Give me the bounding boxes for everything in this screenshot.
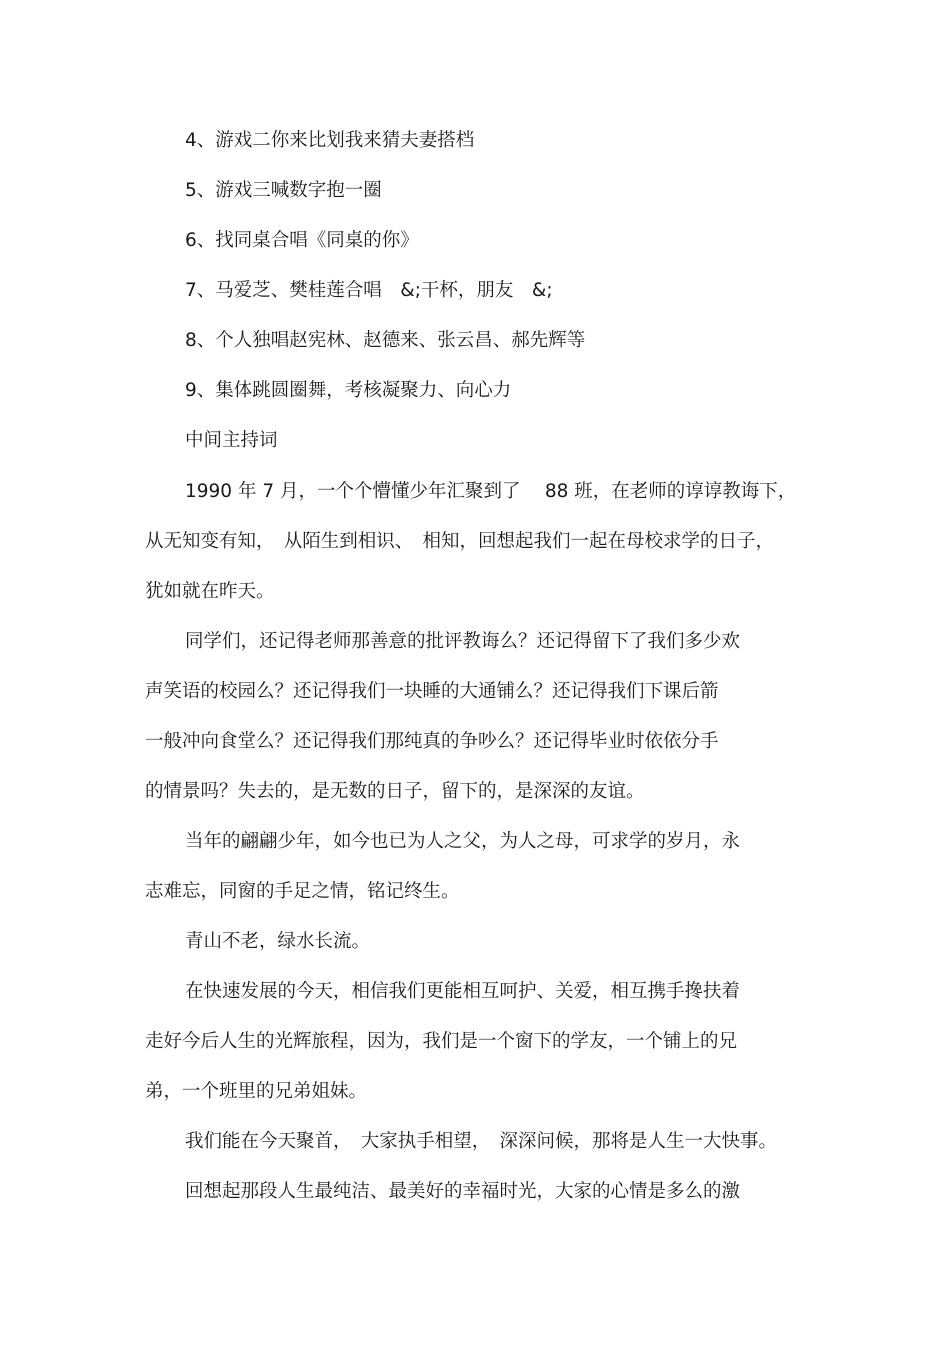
paragraph-2-line-1: 同学们，还记得老师那善意的批评教诲么？还记得留下了我们多少欢 (185, 631, 741, 652)
paragraph-5-line-2: 走好今后人生的光辉旅程，因为，我们是一个窗下的学友，一个铺上的兄 (145, 1031, 738, 1052)
list-item-5: 5、游戏三喊数字抱一圈 (185, 180, 382, 201)
paragraph-1-line-1: 1990 年 7 月，一个个懵懂少年汇聚到了 88 班，在老师的谆谆教诲下， (185, 481, 797, 502)
paragraph-4-line-1: 青山不老，绿水长流。 (185, 931, 371, 952)
paragraph-1-line-2: 从无知变有知， 从陌生到相识、 相知，回想起我们一起在母校求学的日子， (145, 531, 775, 552)
paragraph-5-line-1: 在快速发展的今天，相信我们更能相互呵护、关爱，相互携手搀扶着 (185, 981, 741, 1002)
section-title: 中间主持词 (185, 430, 278, 451)
paragraph-5-line-3: 弟，一个班里的兄弟姐妹。 (145, 1081, 368, 1102)
paragraph-2-line-3: 一般冲向食堂么？还记得我们那纯真的争吵么？还记得毕业时依依分手 (145, 731, 719, 752)
list-item-4: 4、游戏二你来比划我来猜夫妻搭档 (185, 130, 475, 151)
list-item-6: 6、找同桌合唱《同桌的你》 (185, 230, 419, 251)
paragraph-3-line-2: 志难忘，同窗的手足之情，铭记终生。 (145, 881, 460, 902)
list-item-8: 8、个人独唱赵宪林、赵德来、张云昌、郝先辉等 (185, 330, 586, 351)
paragraph-1-line-3: 犹如就在昨天。 (145, 581, 275, 602)
paragraph-3-line-1: 当年的翩翩少年，如今也已为人之父，为人之母，可求学的岁月，永 (185, 831, 741, 852)
paragraph-7-line-1: 回想起那段人生最纯洁、最美好的幸福时光，大家的心情是多么的激 (185, 1181, 741, 1202)
paragraph-6-line-1: 我们能在今天聚首， 大家执手相望， 深深问候，那将是人生一大快事。 (185, 1131, 778, 1152)
list-item-9: 9、集体跳圆圈舞，考核凝聚力、向心力 (185, 380, 512, 401)
paragraph-2-line-4: 的情景吗？失去的，是无数的日子，留下的，是深深的友谊。 (145, 781, 645, 802)
paragraph-2-line-2: 声笑语的校园么？还记得我们一块睡的大通铺么？还记得我们下课后箭 (145, 681, 719, 702)
list-item-7: 7、马爱芝、樊桂莲合唱 &;干杯，朋友 &; (185, 280, 553, 301)
